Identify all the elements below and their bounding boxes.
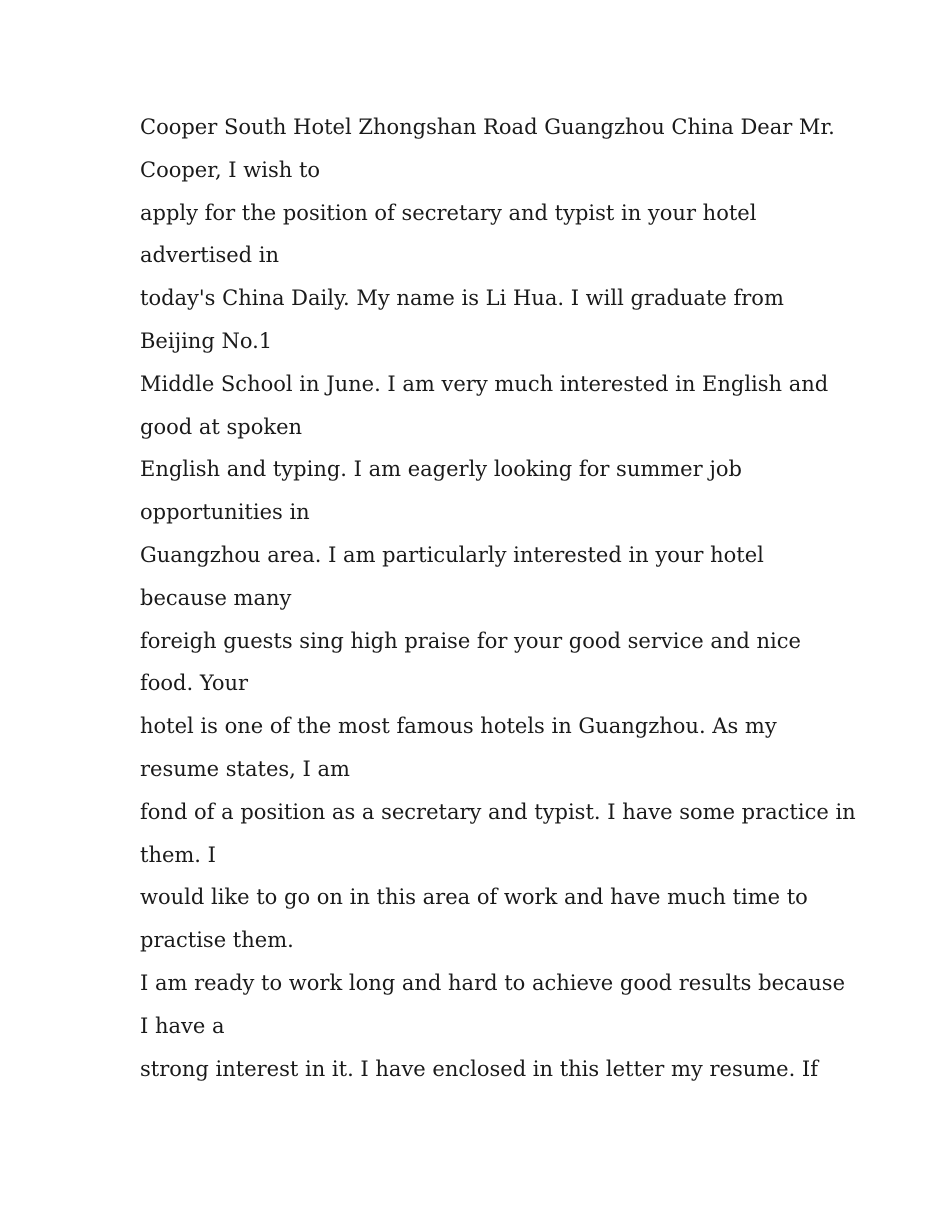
letter-line: practise them. — [140, 928, 294, 953]
letter-line: Middle School in June. I am very much interested in English and — [140, 371, 829, 396]
letter-line: would like to go on in this area of work and have much time to — [140, 885, 808, 910]
letter-line: Cooper South Hotel Zhongshan Road Guangzhou China Dear Mr. — [140, 115, 835, 139]
letter-line: fond of a position as a secretary and typist. I have some practice in — [140, 799, 856, 824]
letter-line: Guangzhou area. I am particularly interested in your hotel — [140, 542, 764, 567]
letter-line: today's China Daily. My name is Li Hua. I will graduate from — [140, 286, 784, 311]
letter-line: because many — [140, 585, 292, 610]
letter-line: food. Your — [140, 671, 249, 696]
letter-line: I have a — [140, 1013, 225, 1038]
letter-line: foreigh guests sing high praise for your good service and nice — [140, 628, 801, 653]
letter-line: Cooper, I wish to — [140, 157, 321, 182]
letter-line: opportunities in — [140, 500, 310, 525]
letter-line: hotel is one of the most famous hotels in Guangzhou. As my — [140, 714, 777, 739]
letter-body — [140, 106, 856, 1090]
letter-line: English and typing. I am eagerly looking for summer job — [140, 457, 742, 482]
letter-line: resume states, I am — [140, 756, 350, 781]
letter-line: Beijing No.1 — [140, 328, 273, 353]
letter-line: advertised in — [140, 243, 280, 268]
letter-line: strong interest in it. I have enclosed in this letter my resume. If — [140, 1056, 818, 1081]
letter-line: them. I — [140, 842, 216, 867]
letter-line: I am ready to work long and hard to achieve good results because — [140, 970, 846, 995]
letter-line: good at spoken — [140, 414, 303, 439]
letter-line: apply for the position of secretary and typist in your hotel — [140, 200, 757, 225]
